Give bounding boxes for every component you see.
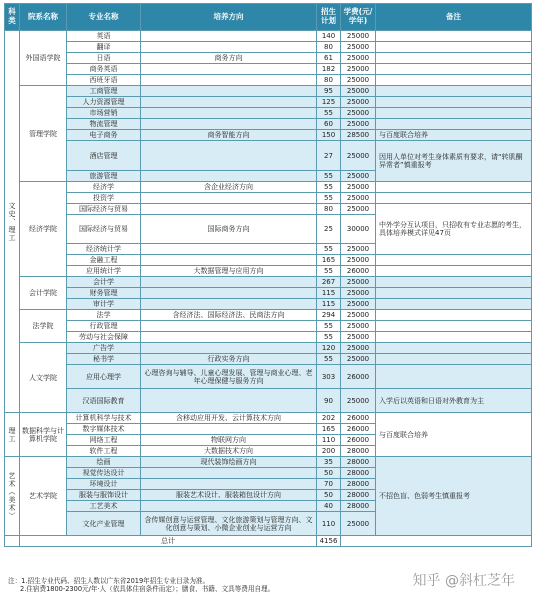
- header-major: 专业名称: [67, 4, 141, 31]
- fee-cell: 25000: [341, 42, 376, 53]
- direction-cell: 含传媒创意与运营管理、文化旅游策划与管理方向、文化创意与策划、小微企业创业与运营方向: [141, 512, 317, 536]
- plan-cell: 95: [317, 86, 341, 97]
- table-row: [5, 31, 532, 42]
- header-category: 科类: [5, 4, 20, 31]
- category-cell: 理工: [5, 413, 20, 457]
- major-cell: 应用心理学: [67, 365, 141, 389]
- category-cell: 艺术（美术）: [5, 457, 20, 536]
- direction-cell: [141, 288, 317, 299]
- watermark: 知乎 @斜杠芝年: [412, 573, 515, 589]
- direction-cell: [141, 204, 317, 215]
- plan-cell: 80: [317, 204, 341, 215]
- major-cell: 汉语国际教育: [67, 389, 141, 413]
- notes-cell: [376, 108, 532, 119]
- fee-cell: 25000: [341, 244, 376, 255]
- fee-cell: 26000: [341, 424, 376, 435]
- table-row: [5, 299, 532, 310]
- table-row: [5, 413, 532, 424]
- department-cell: 法学院: [20, 310, 67, 343]
- category-cell: 文史、理工: [5, 31, 20, 413]
- plan-cell: 115: [317, 288, 341, 299]
- table-row: [5, 255, 532, 266]
- department-cell: 数据科学与计算机学院: [20, 413, 67, 457]
- notes-cell: 与百度联合培养: [376, 413, 532, 457]
- plan-cell: 55: [317, 332, 341, 343]
- notes-cell: 与百度联合培养: [376, 130, 532, 141]
- table-row: [5, 266, 532, 277]
- fee-cell: 28000: [341, 490, 376, 501]
- plan-cell: 55: [317, 266, 341, 277]
- direction-cell: 行政实务方向: [141, 354, 317, 365]
- direction-cell: [141, 277, 317, 288]
- major-cell: 应用统计学: [67, 266, 141, 277]
- major-cell: 视觉传达设计: [67, 468, 141, 479]
- notes-cell: [376, 86, 532, 97]
- table-row: [5, 310, 532, 321]
- fee-cell: 25000: [341, 86, 376, 97]
- major-cell: 旅游管理: [67, 171, 141, 182]
- major-cell: 秘书学: [67, 354, 141, 365]
- plan-cell: 70: [317, 479, 341, 490]
- major-cell: 酒店管理: [67, 141, 141, 171]
- major-cell: 工商管理: [67, 86, 141, 97]
- table-row: [5, 288, 532, 299]
- table-row: [5, 75, 532, 86]
- total-blank: [5, 536, 20, 547]
- major-cell: 翻译: [67, 42, 141, 53]
- major-cell: 计算机科学与技术: [67, 413, 141, 424]
- plan-cell: 55: [317, 171, 341, 182]
- plan-cell: 165: [317, 255, 341, 266]
- notes-cell: [376, 332, 532, 343]
- direction-cell: [141, 141, 317, 171]
- table-row: [5, 354, 532, 365]
- enrollment-table: [4, 3, 532, 547]
- direction-cell: [141, 42, 317, 53]
- table-row: [5, 119, 532, 130]
- fee-cell: 25000: [341, 108, 376, 119]
- plan-cell: 182: [317, 64, 341, 75]
- direction-cell: [141, 193, 317, 204]
- table-row: [5, 343, 532, 354]
- notes-cell: [376, 119, 532, 130]
- fee-cell: 28000: [341, 479, 376, 490]
- notes-cell: [376, 277, 532, 288]
- fee-cell: 25000: [341, 53, 376, 64]
- table-row: [5, 108, 532, 119]
- plan-cell: 294: [317, 310, 341, 321]
- major-cell: 会计学: [67, 277, 141, 288]
- fee-cell: 28000: [341, 457, 376, 468]
- major-cell: 人力资源管理: [67, 97, 141, 108]
- notes-cell: 中外学分互认项目，只招收有专业志愿的考生，具体培养模式详见47页: [376, 204, 532, 255]
- fee-cell: 25000: [341, 277, 376, 288]
- direction-cell: [141, 108, 317, 119]
- plan-cell: 55: [317, 244, 341, 255]
- fee-cell: 25000: [341, 119, 376, 130]
- major-cell: 西班牙语: [67, 75, 141, 86]
- department-cell: 艺术学院: [20, 457, 67, 536]
- major-cell: 日语: [67, 53, 141, 64]
- fee-cell: 25000: [341, 31, 376, 42]
- direction-cell: [141, 31, 317, 42]
- fee-cell: 28000: [341, 468, 376, 479]
- notes-cell: [376, 321, 532, 332]
- footnote-1: 注：1.招生专业代码、招生人数以广东省2019年招生专业目录为准。: [8, 577, 210, 585]
- direction-cell: [141, 321, 317, 332]
- plan-cell: 200: [317, 446, 341, 457]
- table-row: [5, 193, 532, 204]
- total-label: 总计: [20, 536, 317, 547]
- notes-cell: [376, 365, 532, 389]
- notes-cell: 入学后以英语和日语对外教育为主: [376, 389, 532, 413]
- table-row: [5, 86, 532, 97]
- header-fee: 学费(元/学年): [341, 4, 376, 31]
- major-cell: 广告学: [67, 343, 141, 354]
- table-row: [5, 42, 532, 53]
- direction-cell: 含移动应用开发、云计算技术方向: [141, 413, 317, 424]
- table-header-row: [5, 4, 532, 31]
- fee-cell: 30000: [341, 215, 376, 244]
- fee-cell: 26000: [341, 365, 376, 389]
- major-cell: 行政管理: [67, 321, 141, 332]
- total-row: [5, 536, 532, 547]
- header-department: 院系名称: [20, 4, 67, 31]
- footnote-2: 2.住宿费1800-2300元/年·人（依具体住宿条件而定）；膳食、书籍、文具等费用自理。: [20, 585, 275, 594]
- plan-cell: 110: [317, 512, 341, 536]
- major-cell: 国际经济与贸易: [67, 204, 141, 215]
- header-plan: 招生计划: [317, 4, 341, 31]
- plan-cell: 140: [317, 31, 341, 42]
- major-cell: 工艺美术: [67, 501, 141, 512]
- direction-cell: 物联网方向: [141, 435, 317, 446]
- major-cell: 软件工程: [67, 446, 141, 457]
- direction-cell: [141, 86, 317, 97]
- notes-cell: [376, 343, 532, 354]
- notes-cell: [376, 53, 532, 64]
- direction-cell: [141, 255, 317, 266]
- fee-cell: 25000: [341, 255, 376, 266]
- plan-cell: 110: [317, 435, 341, 446]
- department-cell: 外国语学院: [20, 31, 67, 86]
- direction-cell: [141, 75, 317, 86]
- direction-cell: 含经济法、国际经济法、民商法方向: [141, 310, 317, 321]
- direction-cell: 服装艺术设计、服装箱包设计方向: [141, 490, 317, 501]
- major-cell: 服装与服饰设计: [67, 490, 141, 501]
- direction-cell: [141, 501, 317, 512]
- table-row: [5, 64, 532, 75]
- notes-cell: [376, 182, 532, 193]
- plan-cell: 27: [317, 141, 341, 171]
- plan-cell: 55: [317, 108, 341, 119]
- major-cell: 国际经济与贸易: [67, 215, 141, 244]
- department-cell: 经济学院: [20, 182, 67, 277]
- plan-cell: 55: [317, 321, 341, 332]
- fee-cell: 25000: [341, 343, 376, 354]
- direction-cell: [141, 97, 317, 108]
- major-cell: 环境设计: [67, 479, 141, 490]
- header-notes: 备注: [376, 4, 532, 31]
- direction-cell: 含企业经济方向: [141, 182, 317, 193]
- major-cell: 商务英语: [67, 64, 141, 75]
- fee-cell: 25000: [341, 389, 376, 413]
- plan-cell: 61: [317, 53, 341, 64]
- plan-cell: 90: [317, 389, 341, 413]
- notes-cell: [376, 64, 532, 75]
- plan-cell: 40: [317, 501, 341, 512]
- notes-cell: [376, 354, 532, 365]
- table-row: [5, 321, 532, 332]
- department-cell: 人文学院: [20, 343, 67, 413]
- notes-cell: [376, 266, 532, 277]
- major-cell: 绘画: [67, 457, 141, 468]
- direction-cell: [141, 171, 317, 182]
- major-cell: 劳动与社会保障: [67, 332, 141, 343]
- fee-cell: 25000: [341, 332, 376, 343]
- direction-cell: 现代装饰绘画方向: [141, 457, 317, 468]
- fee-cell: 25000: [341, 321, 376, 332]
- direction-cell: [141, 64, 317, 75]
- direction-cell: 心理咨询与辅导、儿童心理发展、管理与商业心理、老年心理保健与服务方向: [141, 365, 317, 389]
- plan-cell: 120: [317, 343, 341, 354]
- major-cell: 物流管理: [67, 119, 141, 130]
- major-cell: 经济统计学: [67, 244, 141, 255]
- direction-cell: [141, 332, 317, 343]
- direction-cell: 商务智能方向: [141, 130, 317, 141]
- major-cell: 网络工程: [67, 435, 141, 446]
- plan-cell: 303: [317, 365, 341, 389]
- plan-cell: 25: [317, 215, 341, 244]
- footnotes: [8, 577, 368, 593]
- plan-cell: 50: [317, 468, 341, 479]
- notes-cell: [376, 193, 532, 204]
- direction-cell: [141, 389, 317, 413]
- total-value: 4156: [317, 536, 341, 547]
- fee-cell: 25000: [341, 75, 376, 86]
- direction-cell: 商务方向: [141, 53, 317, 64]
- notes-cell: [376, 75, 532, 86]
- plan-cell: 60: [317, 119, 341, 130]
- fee-cell: 25000: [341, 299, 376, 310]
- table-row: [5, 141, 532, 171]
- major-cell: 经济学: [67, 182, 141, 193]
- plan-cell: 202: [317, 413, 341, 424]
- plan-cell: 80: [317, 42, 341, 53]
- table-row: [5, 365, 532, 389]
- fee-cell: 26000: [341, 435, 376, 446]
- direction-cell: [141, 299, 317, 310]
- plan-cell: 55: [317, 182, 341, 193]
- notes-cell: 不招色盲、色弱考生慎重报考: [376, 457, 532, 536]
- major-cell: 财务管理: [67, 288, 141, 299]
- fee-cell: 25000: [341, 193, 376, 204]
- major-cell: 数字媒体技术: [67, 424, 141, 435]
- fee-cell: 25000: [341, 171, 376, 182]
- major-cell: 审计学: [67, 299, 141, 310]
- major-cell: 电子商务: [67, 130, 141, 141]
- plan-cell: 165: [317, 424, 341, 435]
- table-row: [5, 457, 532, 468]
- fee-cell: 26000: [341, 266, 376, 277]
- plan-cell: 150: [317, 130, 341, 141]
- fee-cell: 28000: [341, 501, 376, 512]
- notes-cell: [376, 97, 532, 108]
- header-direction: 培养方向: [141, 4, 317, 31]
- plan-cell: 80: [317, 75, 341, 86]
- major-cell: 法学: [67, 310, 141, 321]
- notes-cell: 因用人单位对考生身体素质有要求，请“转肌酮异常者”慎重报考: [376, 141, 532, 182]
- table-row: [5, 97, 532, 108]
- total-blank: [341, 536, 532, 547]
- fee-cell: 26000: [341, 413, 376, 424]
- fee-cell: 25000: [341, 288, 376, 299]
- table-row: [5, 204, 532, 215]
- direction-cell: [141, 468, 317, 479]
- notes-cell: [376, 288, 532, 299]
- department-cell: 管理学院: [20, 86, 67, 182]
- major-cell: 投资学: [67, 193, 141, 204]
- fee-cell: 25000: [341, 182, 376, 193]
- direction-cell: [141, 119, 317, 130]
- table-row: [5, 130, 532, 141]
- plan-cell: 55: [317, 354, 341, 365]
- direction-cell: [141, 424, 317, 435]
- notes-cell: [376, 31, 532, 42]
- fee-cell: 25000: [341, 64, 376, 75]
- direction-cell: [141, 343, 317, 354]
- fee-cell: 28500: [341, 130, 376, 141]
- fee-cell: 25000: [341, 354, 376, 365]
- major-cell: 英语: [67, 31, 141, 42]
- table-row: [5, 332, 532, 343]
- major-cell: 文化产业管理: [67, 512, 141, 536]
- fee-cell: 28000: [341, 446, 376, 457]
- plan-cell: 125: [317, 97, 341, 108]
- plan-cell: 35: [317, 457, 341, 468]
- direction-cell: 大数据技术方向: [141, 446, 317, 457]
- direction-cell: 国际商务方向: [141, 215, 317, 244]
- direction-cell: [141, 244, 317, 255]
- fee-cell: 25000: [341, 141, 376, 171]
- department-cell: 会计学院: [20, 277, 67, 310]
- fee-cell: 25000: [341, 97, 376, 108]
- plan-cell: 55: [317, 193, 341, 204]
- notes-cell: [376, 42, 532, 53]
- fee-cell: 25000: [341, 204, 376, 215]
- fee-cell: 25000: [341, 512, 376, 536]
- table-row: [5, 182, 532, 193]
- plan-cell: 267: [317, 277, 341, 288]
- plan-cell: 50: [317, 490, 341, 501]
- major-cell: 金融工程: [67, 255, 141, 266]
- fee-cell: 25000: [341, 310, 376, 321]
- major-cell: 市场营销: [67, 108, 141, 119]
- direction-cell: [141, 479, 317, 490]
- plan-cell: 115: [317, 299, 341, 310]
- table-row: [5, 53, 532, 64]
- notes-cell: [376, 255, 532, 266]
- notes-cell: [376, 310, 532, 321]
- direction-cell: 大数据管理与应用方向: [141, 266, 317, 277]
- table-row: [5, 277, 532, 288]
- table-row: [5, 389, 532, 413]
- notes-cell: [376, 299, 532, 310]
